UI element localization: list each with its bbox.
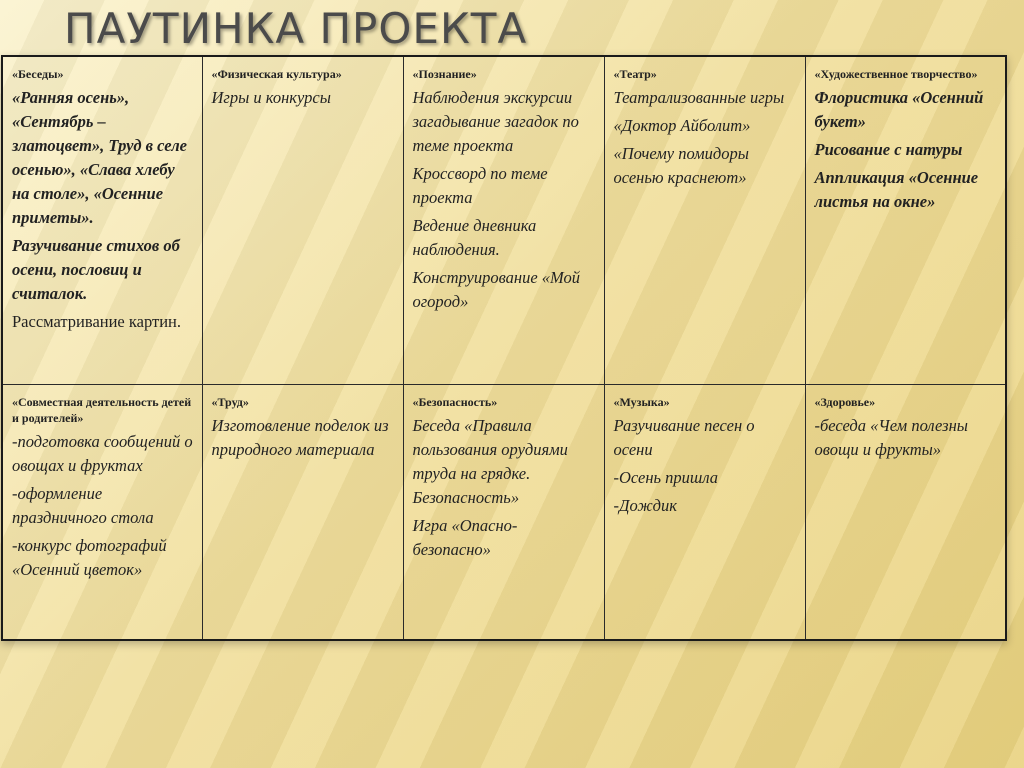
cell-item: Рассматривание картин. [12,312,181,331]
cell-heading: «Театр» [613,67,657,81]
cell-item: -подготовка сообщений о овощах и фруктах [12,431,193,475]
cell-item: -беседа «Чем полезны овощи и фрукты» [814,415,968,459]
cell-item: Рисование с натуры [814,140,963,159]
cell-cognition [403,56,604,384]
cell-item: Театрализованные игры [613,88,785,107]
cell-joint-activity [2,384,202,640]
cell-item: -конкурс фотографий «Осенний цветок» [12,535,167,579]
cell-heading: «Здоровье» [814,394,876,409]
cell-item: Кроссворд по теме проекта [412,164,548,207]
cell-item: Разучивание стихов об осени, пословиц и считалок. [12,236,180,303]
cell-safety [403,384,604,640]
cell-art [805,56,1006,384]
cell-item: -оформление праздничного стола [12,483,154,527]
cell-item: Ведение дневника наблюдения. [412,216,537,259]
cell-heading: «Совместная деятельность детей и родителей» [12,394,192,425]
cell-item: «Доктор Айболит» [613,116,751,135]
cell-heading: «Труд» [211,394,249,409]
cell-item: Игра «Опасно-безопасно» [412,515,518,559]
slide-title: ПАУТИНКА ПРОЕКТА [64,4,528,53]
cell-labour [202,384,403,640]
cell-item: Игры и конкурсы [211,88,331,107]
cell-conversations [2,56,202,384]
cell-item: Разучивание песен о осени [613,415,755,459]
cell-physical-culture [202,56,403,384]
cell-item: «Ранняя осень», «Сентябрь – златоцвет», Труд в селе осенью», «Слава хлебу на столе», «Осенние приметы». [12,88,187,227]
cell-heading: «Безопасность» [412,394,498,409]
table-row [2,56,1006,384]
cell-theatre [604,56,805,384]
cell-heading: «Физическая культура» [211,67,342,81]
cell-item: Аппликация «Осенние листья на окне» [814,168,979,211]
project-web-table [1,55,1007,641]
cell-health [805,384,1006,640]
cell-item: -Дождик [613,495,677,515]
cell-heading: «Музыка» [613,394,670,409]
cell-item: -Осень пришла [613,467,719,487]
cell-item: Наблюдения экскурсии загадывание загадок по теме проекта [412,88,579,155]
cell-item: Беседа «Правила пользования орудиями труда на грядке. Безопасность» [412,415,568,507]
cell-item: «Почему помидоры осенью краснеют» [613,144,749,187]
cell-heading: «Познание» [412,67,477,81]
cell-item: Конструирование «Мой огород» [412,268,581,311]
table-row [2,384,1006,640]
cell-item: Флористика «Осенний букет» [814,88,984,131]
cell-music [604,384,805,640]
cell-heading: «Художественное творчество» [814,67,978,81]
cell-item: Изготовление поделок из природного материала [211,415,389,459]
cell-heading: «Беседы» [12,67,64,81]
